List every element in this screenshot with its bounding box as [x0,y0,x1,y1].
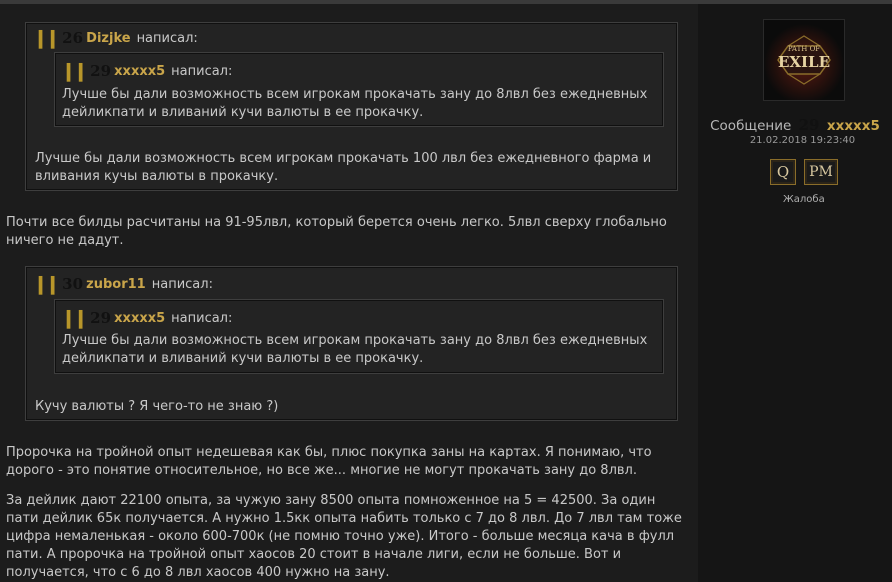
quote-author-link[interactable]: Dizjke [86,30,131,46]
nested-quote-text [62,332,647,368]
report-link[interactable]: Жалоба [783,194,825,205]
path-of-exile-logo-icon [764,20,844,100]
nested-quote-text [62,86,647,122]
quote-author-link[interactable]: xxxxx5 [114,63,166,79]
text-line: Лучше бы дали возможность всем игрокам прокачать зану до 8лвл без ежедневных [62,87,648,102]
nested-quote-header [61,61,232,81]
quote-wrote-label: написал: [171,310,233,326]
user-rank-badge: 29 [90,62,112,80]
text-line: цифра немаленькая - около 600-700к (не помню точно уже). Итого - больше месяца кача в фулл [6,529,675,544]
nested-quote-header [61,308,232,328]
text-line: пати. А пророчка на тройной опыт хаосов 20 стоит в начале лиги, если не больше. Вот и [6,547,622,562]
quote-wrote-label: написал: [171,63,233,79]
text-line: За дейлик дают 22100 опыта, за чужую зану 8500 опыта помноженное на 5 = 42500. За один [6,493,656,508]
text-line: дорого - это понятие относительное, но все же... многие не могут прокачать зану до 8лвл. [6,463,637,478]
post-author-link[interactable]: xxxxx5 [826,118,880,134]
text-line: дейликпати и вливаний кучи валюты в ее прокачку. [62,105,424,120]
quote-button[interactable]: Q [770,159,796,185]
user-rank-badge: 26 [62,29,84,47]
post-paragraph [6,214,667,250]
text-line: вливания кучы валюты в прокачку. [35,169,279,184]
text-line: Почти все билды расчитаны на 91-95лвл, который берется очень легко. 5лвл сверху глобально [6,215,667,230]
quote-wrote-label: написал: [151,276,213,292]
quote-mark-icon: ❙❙ [33,273,58,295]
quote-mark-icon: ❙❙ [61,60,86,82]
user-rank-badge: 30 [62,275,84,293]
private-message-button[interactable]: PM [804,159,838,185]
text-line: дейликпати и вливаний кучи валюты в ее прокачку. [62,351,424,366]
message-author-line [700,116,890,134]
quote-text [35,398,278,416]
quote-mark-icon: ❙❙ [33,27,58,49]
text-line: Кучу валюты ? Я чего-то не знаю ?) [35,399,279,414]
post-timestamp: 21.02.2018 19:23:40 [749,135,856,146]
text-line: ничего не дадут. [6,233,124,248]
user-rank-badge: 29 [798,116,820,134]
post-paragraph [6,444,652,480]
text-line: Лучше бы дали возможность всем игрокам прокачать зану до 8лвл без ежедневных [62,333,648,348]
user-rank-badge: 29 [90,309,112,327]
quote-author-link[interactable]: xxxxx5 [114,310,166,326]
post-paragraph [6,492,682,582]
text-line: получается, что с 6 до 8 лвл хаосов 400 нужно на зану. [6,565,390,580]
svg-text:EXILE: EXILE [777,53,831,71]
message-label: Сообщение [710,118,792,134]
text-line: Лучше бы дали возможность всем игрокам прокачать 100 лвл без ежедневного фарма и [35,151,652,166]
quote-header [33,28,198,48]
text-line: Пророчка на тройной опыт недешевая как бы, плюс покупка заны на картах. Я понимаю, что [6,445,652,460]
svg-text:PATH OF: PATH OF [787,45,821,53]
user-avatar[interactable] [763,19,845,101]
quote-author-link[interactable]: zubor11 [86,276,146,292]
quote-header [33,274,213,294]
quote-wrote-label: написал: [136,30,198,46]
quote-text [35,150,651,186]
text-line: пати дейлик 65к получается. А нужно 1.5кк опыта набить только с 7 до 8 лвл. До 7 лвл там тоже [6,511,682,526]
quote-mark-icon: ❙❙ [61,307,86,329]
